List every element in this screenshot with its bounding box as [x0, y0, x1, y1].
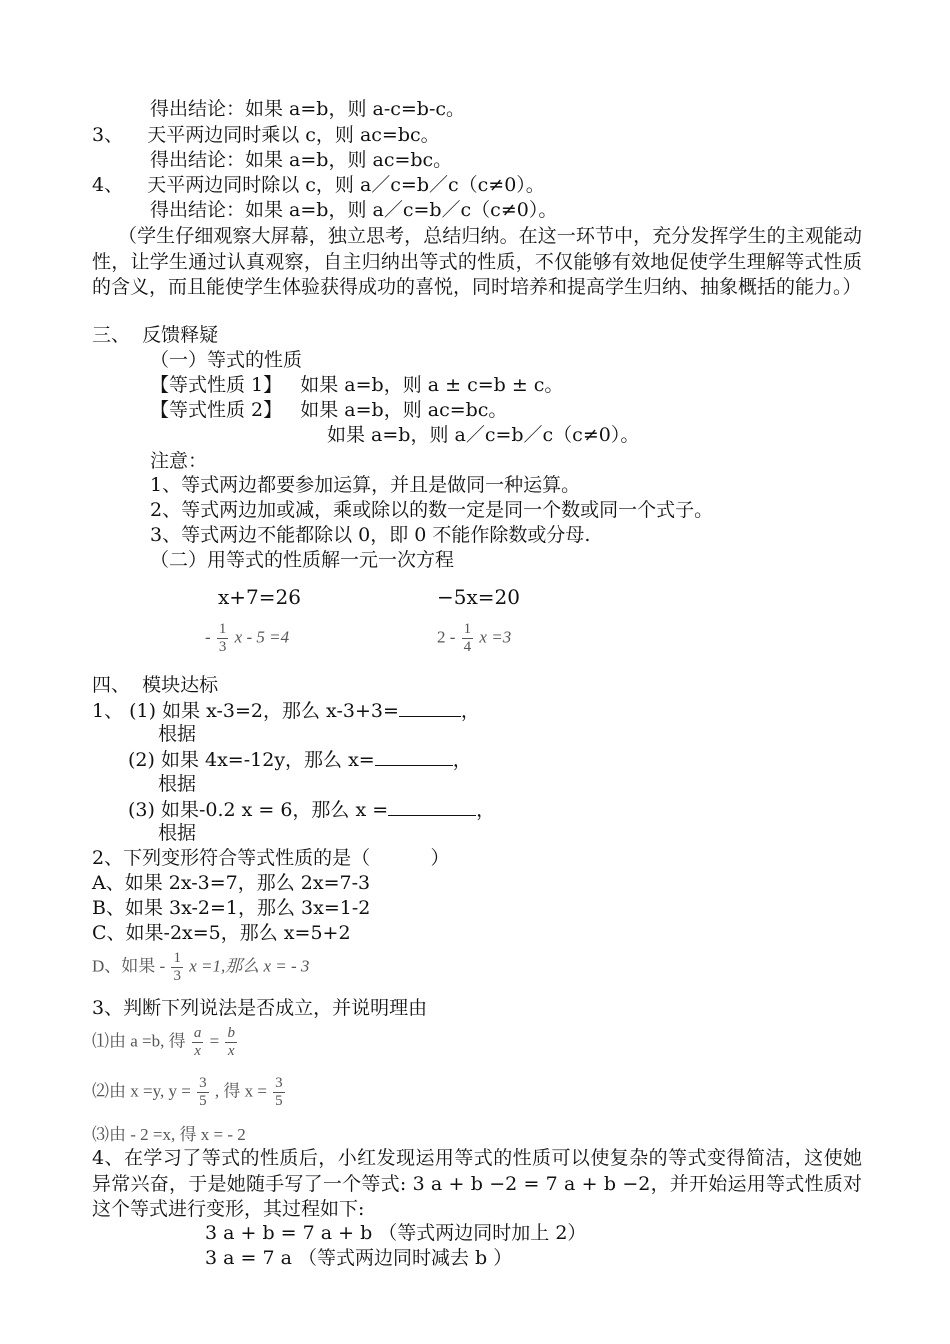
question-3: 3、判断下列说法是否成立，并说明理由 — [92, 997, 428, 1019]
eq3-numerator: 1 — [218, 621, 227, 637]
option-d-fraction — [171, 950, 183, 985]
q3-2-num-a: 3 — [199, 1075, 207, 1091]
q3-2-den-b: 5 — [275, 1093, 283, 1109]
q3-1-lead: ⑴由 a =b, 得 — [92, 1031, 186, 1051]
step-3-line: 3、 天平两边同时乘以 c，则 ac=bc。 — [92, 124, 440, 146]
conclusion-line-1: 得出结论：如果 a=b，则 a-c=b-c。 — [150, 98, 466, 120]
q3-item-1 — [92, 1025, 239, 1060]
q1b-text: (2) 如果 4x=-12y，那么 x= — [128, 749, 375, 771]
option-d-numerator: 1 — [173, 950, 181, 966]
question-1b — [128, 747, 472, 772]
q1b-end: ， — [452, 749, 472, 771]
q3-2-lead: ⑵由 x =y, y = — [92, 1081, 191, 1101]
section-4-heading: 四、 模块达标 — [92, 674, 219, 696]
q1a-text: 1、 (1) 如果 x-3=2，那么 x-3+3= — [92, 700, 399, 722]
question-2: 2、下列变形符合等式性质的是（ ） — [92, 847, 450, 869]
q3-1-equals: = — [209, 1031, 220, 1051]
property-1: 【等式性质 1】 如果 a=b，则 a ± c=b ± c。 — [150, 374, 564, 396]
q3-2-num-b: 3 — [275, 1075, 283, 1091]
q3-1-den-b: x — [227, 1043, 235, 1059]
q1c-answer-blank[interactable] — [388, 797, 476, 816]
question-1c — [128, 797, 495, 822]
q3-2-den-a: 5 — [199, 1093, 207, 1109]
q3-1-num-b: b — [227, 1025, 235, 1041]
section-3-heading: 三、 反馈释疑 — [92, 324, 219, 346]
q3-1-fraction-b — [225, 1025, 237, 1060]
option-d — [92, 950, 309, 985]
conclusion-line-2: 得出结论：如果 a=b，则 ac=bc。 — [150, 149, 453, 171]
q3-1-fraction-a — [192, 1025, 204, 1060]
q4-step-1: 3 a + b = 7 a + b （等式两边同时加上 2） — [205, 1222, 587, 1244]
equation-3 — [205, 621, 289, 656]
equation-4 — [437, 621, 511, 656]
q3-item-3: ⑶由 - 2 =x, 得 x = - 2 — [92, 1125, 246, 1144]
q1a-end: ， — [460, 700, 480, 722]
step-4-line: 4、 天平两边同时除以 c，则 a／c=b／c（c≠0）。 — [92, 174, 545, 196]
q1c-end: ， — [476, 799, 496, 821]
equation-2: −5x=20 — [437, 585, 520, 609]
property-2: 【等式性质 2】 如果 a=b，则 ac=bc。 — [150, 399, 508, 421]
eq4-denominator: 4 — [463, 639, 472, 655]
eq3-rest: x - 5 =4 — [234, 627, 290, 647]
conclusion-line-3: 得出结论：如果 a=b，则 a／c=b／c（c≠0）。 — [150, 199, 558, 221]
q1b-answer-blank[interactable] — [375, 747, 453, 766]
subsection-solve-heading: （二）用等式的性质解一元一次方程 — [150, 549, 455, 571]
option-d-lead: D、如果 - — [92, 956, 166, 976]
option-d-denominator: 3 — [173, 968, 181, 984]
option-a: A、如果 2x-3=7，那么 2x=7-3 — [92, 872, 371, 894]
note-item-2: 2、等式两边加或减，乘或除以的数一定是同一个数或同一个式子。 — [150, 499, 714, 521]
q1a-answer-blank[interactable] — [399, 698, 461, 717]
eq4-lead: 2 - — [437, 627, 456, 647]
question-1a — [92, 698, 480, 723]
eq4-rest: x =3 — [479, 627, 512, 647]
eq3-denominator: 3 — [218, 639, 227, 655]
teaching-note-paragraph: （学生仔细观察大屏幕，独立思考，总结归纳。在这一环节中，充分发挥学生的主观能动性，让学生通过认真观察，自主归纳出等式的性质，不仅能够有效地促使学生理解等式性质的含义，而且能使学生体验获得成功的喜悦，同时培养和提高学生归纳、抽象概括的能力。） — [92, 225, 862, 298]
question-4-paragraph: 4、在学习了等式的性质后，小红发现运用等式的性质可以使复杂的等式变得简洁，这使她异常兴奋，于是她随手写了一个等式: 3 a + b −2 = 7 a + b −2，并开始运用等式性质对这个等式进行变形，其过程如下: — [92, 1147, 862, 1220]
q1a-basis: 根据 — [158, 723, 197, 745]
option-c: C、如果-2x=5，那么 x=5+2 — [92, 922, 351, 944]
q4-step-2: 3 a = 7 a （等式两边同时减去 b ） — [205, 1247, 513, 1269]
note-item-3: 3、等式两边不能都除以 0，即 0 不能作除数或分母. — [150, 524, 591, 546]
option-b: B、如果 3x-2=1，那么 3x=1-2 — [92, 897, 371, 919]
eq3-sign: - — [205, 627, 211, 647]
q3-1-num-a: a — [193, 1025, 202, 1041]
q3-2-mid: , 得 x = — [214, 1081, 267, 1101]
equation-1: x+7=26 — [218, 585, 301, 609]
q3-item-2 — [92, 1075, 287, 1110]
eq4-numerator: 1 — [463, 621, 472, 637]
q1c-text: (3) 如果-0.2 x = 6，那么 x = — [128, 799, 389, 821]
note-heading: 注意： — [150, 450, 208, 472]
q1c-basis: 根据 — [158, 822, 197, 844]
eq3-fraction — [217, 621, 229, 656]
option-d-rest: x =1,那么 x = - 3 — [189, 956, 310, 976]
subsection-properties-heading: （一）等式的性质 — [150, 349, 303, 371]
q3-2-fraction-b — [273, 1075, 285, 1110]
eq4-fraction — [462, 621, 474, 656]
property-2-division: 如果 a=b，则 a／c=b／c（c≠0）。 — [327, 424, 640, 446]
note-item-1: 1、等式两边都要参加运算，并且是做同一种运算。 — [150, 474, 581, 496]
q3-2-fraction-a — [197, 1075, 209, 1110]
q3-1-den-a: x — [194, 1043, 201, 1059]
q1b-basis: 根据 — [158, 773, 197, 795]
